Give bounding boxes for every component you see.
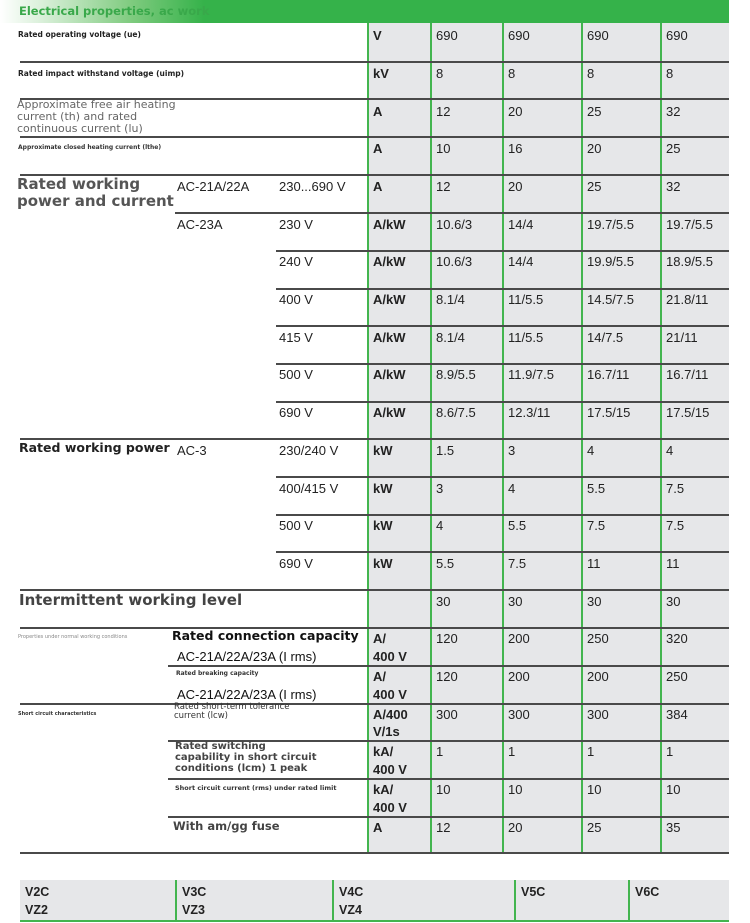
row-divider: [276, 514, 729, 516]
value: 11/5.5: [508, 330, 544, 345]
value: 14.5/7.5: [587, 292, 634, 307]
value: 19.7/5.5: [666, 217, 713, 232]
row-label: conditions (lcm) 1 peak: [175, 763, 308, 774]
group-label: Rated working: [17, 175, 141, 193]
category: AC-23A: [177, 217, 223, 232]
model-name: V2C: [25, 885, 50, 899]
row-label: Rated breaking capacity: [176, 670, 259, 677]
voltage: 400 V: [279, 292, 313, 307]
category: AC-21A/22A: [177, 179, 250, 194]
value: 10.6/3: [436, 217, 473, 232]
group-label: Rated working power: [19, 440, 170, 455]
unit: kW: [373, 556, 393, 571]
unit: V/1s: [373, 724, 400, 739]
model-name: V3C: [182, 885, 207, 899]
row-sublabel: AC-21A/22A/23A (I rms): [177, 687, 317, 702]
value: 32: [666, 104, 681, 119]
row-divider: [276, 476, 729, 478]
value: 21.8/11: [666, 292, 709, 307]
model-cell: [20, 880, 175, 920]
unit: kW: [373, 518, 393, 533]
row-label: Approximate closed heating current (lthe): [18, 144, 162, 151]
value: 8: [436, 66, 444, 81]
value: 12: [436, 820, 451, 835]
row-divider: [168, 816, 729, 818]
value: 120: [436, 669, 458, 684]
value: 18.9/5.5: [666, 254, 713, 269]
value: 7.5: [587, 518, 606, 533]
row-divider: [276, 401, 729, 403]
unit: A: [373, 820, 383, 835]
value: 16.7/11: [666, 367, 709, 382]
voltage: 690 V: [279, 556, 313, 571]
unit: A/: [373, 669, 386, 684]
model-name: VZ4: [339, 903, 362, 917]
row-label: capability in short circuit: [175, 752, 317, 763]
value: 8.1/4: [436, 292, 465, 307]
value: 20: [587, 141, 602, 156]
voltage: 230 V: [279, 217, 313, 232]
unit: A/400: [373, 707, 408, 722]
row-label: Short circuit current (rms) under rated limit: [175, 784, 337, 792]
row-label: Approximate free air heating: [17, 98, 176, 111]
value: 8: [587, 66, 595, 81]
value: 10: [508, 782, 523, 797]
value: 250: [666, 669, 688, 684]
value: 12: [436, 104, 451, 119]
value: 16: [508, 141, 523, 156]
value: 10: [666, 782, 681, 797]
row-divider: [20, 136, 729, 138]
unit: A/kW: [373, 367, 406, 382]
row-divider: [175, 212, 729, 214]
value: 17.5/15: [666, 405, 710, 420]
unit: kV: [373, 66, 389, 81]
section-title: Electrical properties, ac work: [19, 4, 210, 18]
value: 11: [666, 556, 680, 571]
value: 10: [436, 782, 451, 797]
value: 32: [666, 179, 681, 194]
voltage: 230...690 V: [279, 179, 346, 194]
value: 30: [436, 594, 451, 609]
section-header: [0, 0, 729, 23]
model-name: V4C: [339, 885, 364, 899]
value: 200: [508, 631, 530, 646]
value: 690: [508, 28, 530, 43]
row-label: continuous current (lu): [17, 122, 143, 135]
value: 7.5: [666, 481, 685, 496]
value: 30: [587, 594, 602, 609]
value: 25: [587, 820, 602, 835]
value: 30: [508, 594, 523, 609]
model-name: V5C: [521, 885, 546, 899]
value: 5.5: [508, 518, 527, 533]
voltage: 500 V: [279, 367, 313, 382]
value: 4: [436, 518, 444, 533]
value: 300: [587, 707, 609, 722]
value: 320: [666, 631, 688, 646]
value: 11/5.5: [508, 292, 544, 307]
value: 8.6/7.5: [436, 405, 476, 420]
value: 14/4: [508, 217, 534, 232]
row-divider: [276, 325, 729, 327]
row-label: current (th) and rated: [17, 110, 138, 123]
unit: A/kW: [373, 292, 406, 307]
unit: 400 V: [373, 800, 407, 815]
voltage: 500 V: [279, 518, 313, 533]
unit: 400 V: [373, 649, 407, 664]
value: 5.5: [587, 481, 606, 496]
unit: kW: [373, 443, 393, 458]
value: 300: [436, 707, 458, 722]
value: 200: [587, 669, 609, 684]
row-divider: [276, 288, 729, 290]
value: 12: [436, 179, 451, 194]
section-label: Short circuit characteristics: [18, 711, 97, 717]
model-name: VZ3: [182, 903, 205, 917]
value: 20: [508, 179, 523, 194]
value: 690: [587, 28, 609, 43]
model-cell: [516, 880, 628, 920]
value: 17.5/15: [587, 405, 631, 420]
value: 14/4: [508, 254, 534, 269]
unit: A/kW: [373, 405, 406, 420]
voltage: 400/415 V: [279, 481, 339, 496]
value: 11: [587, 556, 601, 571]
row-label: current (lcw): [174, 711, 228, 721]
value: 8: [666, 66, 674, 81]
value: 4: [508, 481, 516, 496]
voltage: 415 V: [279, 330, 313, 345]
row-label: With am/gg fuse: [173, 819, 280, 833]
value: 4: [587, 443, 595, 458]
value: 12.3/11: [508, 405, 551, 420]
unit: A/kW: [373, 254, 406, 269]
value: 7.5: [508, 556, 527, 571]
value: 250: [587, 631, 609, 646]
model-cell: [334, 880, 514, 920]
section-label: Properties under normal working conditions: [18, 634, 128, 640]
value: 1: [436, 744, 444, 759]
value: 25: [587, 104, 602, 119]
row-divider: [168, 665, 729, 667]
row-label: Rated impact withstand voltage (uimp): [18, 69, 185, 78]
row-divider: [276, 250, 729, 252]
value: 10.6/3: [436, 254, 473, 269]
group-label: power and current: [17, 192, 174, 210]
unit: kW: [373, 481, 393, 496]
value: 20: [508, 820, 523, 835]
model-table: [20, 880, 729, 922]
value: 690: [666, 28, 688, 43]
model-name: VZ2: [25, 903, 48, 917]
value: 5.5: [436, 556, 455, 571]
unit: V: [373, 28, 382, 43]
row-label: Rated short-term tolerance: [174, 702, 290, 712]
value: 200: [508, 669, 530, 684]
value: 19.7/5.5: [587, 217, 634, 232]
row-divider: [168, 778, 729, 780]
unit: A/: [373, 631, 386, 646]
voltage: 230/240 V: [279, 443, 339, 458]
unit: A/kW: [373, 217, 406, 232]
unit: A/kW: [373, 330, 406, 345]
value: 3: [508, 443, 516, 458]
value: 690: [436, 28, 458, 43]
value: 1.5: [436, 443, 455, 458]
value: 300: [508, 707, 530, 722]
value: 8.9/5.5: [436, 367, 476, 382]
value: 7.5: [666, 518, 685, 533]
value: 19.9/5.5: [587, 254, 634, 269]
row-divider: [20, 627, 729, 629]
value: 384: [666, 707, 688, 722]
model-cell: [630, 880, 729, 920]
group-label: Intermittent working level: [19, 591, 243, 609]
unit: 400 V: [373, 762, 407, 777]
model-name: V6C: [635, 885, 660, 899]
unit: kA/: [373, 744, 394, 759]
value: 35: [666, 820, 681, 835]
unit: kA/: [373, 782, 394, 797]
value: 11.9/7.5: [508, 367, 555, 382]
row-divider: [20, 703, 729, 705]
voltage: 690 V: [279, 405, 313, 420]
value: 21/11: [666, 330, 698, 345]
value: 25: [666, 141, 681, 156]
unit: 400 V: [373, 687, 407, 702]
value: 1: [587, 744, 595, 759]
category: AC-3: [177, 443, 207, 458]
value: 120: [436, 631, 458, 646]
row-divider: [20, 852, 729, 854]
unit: A: [373, 104, 383, 119]
value: 8: [508, 66, 516, 81]
value: 4: [666, 443, 674, 458]
row-divider: [276, 551, 729, 553]
value: 10: [436, 141, 451, 156]
value: 20: [508, 104, 523, 119]
value: 1: [666, 744, 674, 759]
value: 25: [587, 179, 602, 194]
voltage: 240 V: [279, 254, 313, 269]
value: 16.7/11: [587, 367, 630, 382]
value: 30: [666, 594, 681, 609]
model-cell: [177, 880, 332, 920]
row-label: Rated operating voltage (ue): [18, 30, 141, 39]
value: 8.1/4: [436, 330, 465, 345]
row-sublabel: AC-21A/22A/23A (I rms): [177, 649, 317, 664]
value: 14/7.5: [587, 330, 624, 345]
unit: A: [373, 179, 383, 194]
row-divider: [276, 363, 729, 365]
value: 3: [436, 481, 444, 496]
row-label: Rated switching: [175, 741, 266, 752]
row-divider: [20, 61, 729, 63]
value: 1: [508, 744, 516, 759]
row-label: Rated connection capacity: [172, 628, 359, 643]
unit: A: [373, 141, 383, 156]
value: 10: [587, 782, 602, 797]
